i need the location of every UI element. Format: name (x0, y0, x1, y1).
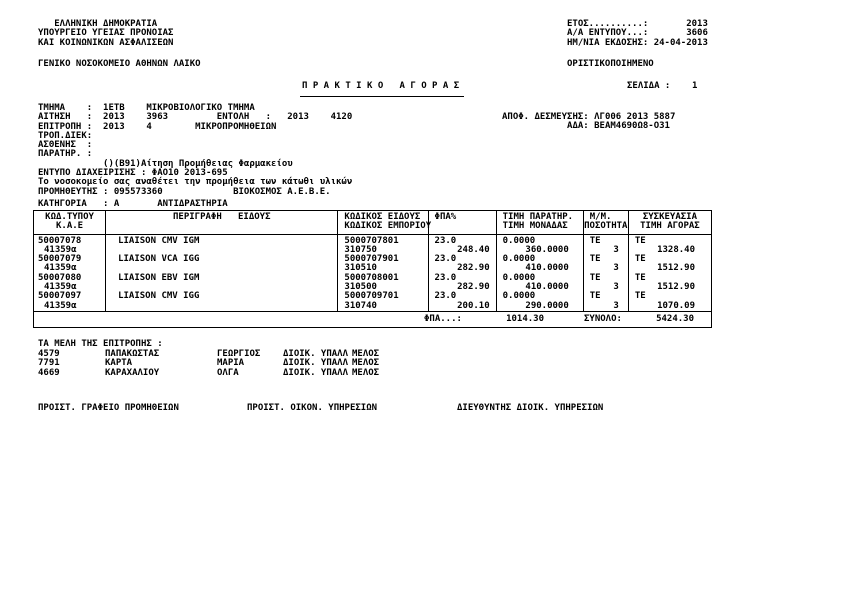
cell-prices: 0.0000 410.0000 (496, 255, 583, 274)
signature-procurement-office: ΠΡΟΙΣΤ. ΓΡΑΦΕΙΟ ΠΡΟΜΗΘΕΙΩΝ (38, 403, 179, 413)
page-title: Π Ρ Α Κ Τ Ι Κ Ο Α Γ Ο Ρ Α Σ (302, 81, 460, 91)
cell-code-kae: 50007078 41359α (34, 234, 106, 255)
detail-assignment-note: Το νοσοκομείο σας αναθέτει την προμήθεια των κάτωθι υλικών (38, 177, 353, 188)
member-code: 4579 (38, 349, 60, 359)
committee-members (38, 350, 379, 378)
title-underline (300, 96, 464, 97)
cell-item-codes: 5000709701 310740 (338, 292, 428, 311)
meta-form-number: Α/Α ΕΝΤΥΠΟΥ...: 3606 (567, 28, 708, 39)
items-table (33, 210, 712, 328)
cell-code-kae: 50007079 41359α (34, 255, 106, 274)
cell-unit-qty: ΤΕ 3 (583, 234, 628, 255)
detail-patient: ΑΣΘΕΝΗΣ : (38, 140, 93, 151)
vat-total-value: 1014.30 (506, 313, 544, 324)
table-row (34, 255, 712, 274)
cell-vat: 23.0 200.10 (428, 292, 496, 311)
member-surname: ΠΑΠΑΚΩΣΤΑΣ (105, 349, 160, 359)
cell-unit-qty: ΤΕ 3 (583, 292, 628, 311)
header-vat: ΦΠΑ% (428, 211, 496, 235)
cell-vat: 23.0 282.90 (428, 255, 496, 274)
member-code: 7791 (38, 358, 60, 369)
cell-pack-total: ΤΕ 1328.40 (628, 234, 711, 255)
commitment-block (502, 113, 675, 132)
grand-total-label: ΣΥΝΟΛΟ: (584, 313, 622, 324)
totals-cell (34, 311, 712, 327)
detail-remarks: ΠΑΡΑΤΗΡ. : (38, 149, 93, 160)
cell-vat: 23.0 282.90 (428, 274, 496, 293)
agency-line-1: ΕΛΛΗΝΙΚΗ ΔΗΜΟΚΡΑΤΙΑ (38, 19, 158, 29)
detail-remark-note: ()(Β91)Αίτηση Προμήθειας Φαρμακείου (38, 158, 293, 169)
detail-trop-diek: ΤΡΟΠ.ΔΙΕΚ: (38, 130, 93, 141)
committee-member-row (38, 369, 379, 378)
grand-total-value: 5424.30 (656, 313, 694, 324)
agency-line-3: ΚΑΙ ΚΟΙΝΩΝΙΚΩΝ ΑΣΦΑΛΙΣΕΩΝ (38, 37, 174, 48)
table-row (34, 292, 712, 311)
cell-item-codes: 5000708001 310500 (338, 274, 428, 293)
agency-block (38, 20, 173, 48)
member-role: ΔΙΟΙΚ. ΥΠΑΛΛ (283, 358, 349, 369)
table-totals-row (34, 311, 712, 327)
vat-total-label: ΦΠΑ...: (424, 313, 462, 324)
detail-supplier: ΠΡΟΜΗΘΕΥΤΗΣ : 095573360 ΒΙΟΚΟΣΜΟΣ Α.Ε.Β.Ε. (38, 186, 331, 197)
committee-heading: ΤΑ ΜΕΛΗ ΤΗΣ ΕΠΙΤΡΟΠΗΣ : (38, 339, 163, 349)
cell-vat: 23.0 248.40 (428, 234, 496, 255)
cell-description: LIAISON EBV IGM (106, 274, 338, 293)
meta-year: ΕΤΟΣ..........: 2013 (567, 19, 708, 29)
meta-issue-date: ΗΜ/ΝΙΑ ΕΚΔΟΣΗΣ: 24-04-2013 (567, 37, 708, 48)
cell-pack-total: ΤΕ 1070.09 (628, 292, 711, 311)
cell-pack-total: ΤΕ 1512.90 (628, 274, 711, 293)
header-prices: ΤΙΜΗ ΠΑΡΑΤΗΡ. ΤΙΜΗ ΜΟΝΑΔΑΣ (496, 211, 583, 235)
table-header-row (34, 211, 712, 235)
member-surname: ΚΑΡΑΧΑΛΙΟΥ (105, 367, 160, 378)
member-code: 4669 (38, 367, 60, 378)
agency-line-2: ΥΠΟΥΡΓΕΙΟ ΥΓΕΙΑΣ ΠΡΟΝΟΙΑΣ (38, 28, 174, 39)
detail-request-order: ΑΙΤΗΣΗ : 2013 3963 ΕΝΤΟΛΗ : 2013 4120 (38, 112, 353, 123)
hospital-name: ΓΕΝΙΚΟ ΝΟΣΟΚΟΜΕΙΟ ΑΘΗΝΩΝ ΛΑΙΚΟ (38, 59, 201, 69)
details-block (38, 104, 352, 197)
header-description: ΠΕΡΙΓΡΑΦΗ ΕΙΔΟΥΣ (106, 211, 338, 235)
member-firstname: ΜΑΡΙΑ (217, 358, 245, 369)
member-capacity: ΜΕΛΟΣ (352, 367, 380, 378)
member-surname: ΚΑΡΤΑ (105, 358, 133, 369)
cell-item-codes: 5000707801 310750 (338, 234, 428, 255)
header-pack-total: ΣΥΣΚΕΥΑΣΙΑ ΤΙΜΗ ΑΓΟΡΑΣ (628, 211, 711, 235)
signature-admin-director: ΔΙΕΥΘΥΝΤΗΣ ΔΙΟΙΚ. ΥΠΗΡΕΣΙΩΝ (457, 403, 604, 413)
cell-description: LIAISON CMV IGM (106, 234, 338, 255)
signature-financial-services: ΠΡΟΙΣΤ. ΟΙΚΟΝ. ΥΠΗΡΕΣΙΩΝ (247, 403, 378, 413)
table-row (34, 274, 712, 293)
cell-prices: 0.0000 410.0000 (496, 274, 583, 293)
detail-committee: ΕΠΙΤΡΟΠΗ : 2013 4 ΜΙΚΡΟΠΡΟΜΗΘΕΙΩΝ (38, 121, 277, 132)
member-role: ΔΙΟΙΚ. ΥΠΑΛΛ (283, 367, 349, 378)
cell-prices: 0.0000 290.0000 (496, 292, 583, 311)
cell-unit-qty: ΤΕ 3 (583, 255, 628, 274)
member-role: ΔΙΟΙΚ. ΥΠΑΛΛ (283, 349, 349, 359)
member-firstname: ΟΛΓΑ (217, 367, 239, 378)
category-line: ΚΑΤΗΓΟΡΙΑ : Α ΑΝΤΙΔΡΑΣΤΗΡΙΑ (38, 199, 228, 209)
detail-management-form: ΕΝΤΥΠΟ ΔΙΑΧΕΙΡΙΣΗΣ : ΦΑΟ10 2013-695 (38, 168, 228, 179)
cell-code-kae: 50007080 41359α (34, 274, 106, 293)
table-row (34, 234, 712, 255)
status-finalized: ΟΡΙΣΤΙΚΟΠΟΙΗΜΕΝΟ (567, 59, 654, 69)
member-capacity: ΜΕΛΟΣ (352, 358, 380, 369)
cell-description: LIAISON VCA IGG (106, 255, 338, 274)
page-number-label: ΣΕΛΙΔΑ : 1 (627, 81, 698, 91)
member-capacity: ΜΕΛΟΣ (352, 349, 380, 359)
header-unit-qty: Μ/Μ. ΠΟΣΟΤΗΤΑ (583, 211, 628, 235)
commitment-decision: ΑΠΟΦ. ΔΕΣΜΕΥΣΗΣ: ΛΓ006 2013 5887 (502, 112, 676, 122)
member-firstname: ΓΕΩΡΓΙΟΣ (217, 349, 261, 359)
header-code-kae: ΚΩΔ.ΤΥΠΟΥ Κ.Α.Ε (34, 211, 106, 235)
cell-code-kae: 50007097 41359α (34, 292, 106, 311)
cell-unit-qty: ΤΕ 3 (583, 274, 628, 293)
cell-pack-total: ΤΕ 1512.90 (628, 255, 711, 274)
document-meta-block (567, 20, 708, 48)
cell-description: LIAISON CMV IGG (106, 292, 338, 311)
cell-prices: 0.0000 360.0000 (496, 234, 583, 255)
cell-item-codes: 5000707901 310510 (338, 255, 428, 274)
ada-code: ΑΔΑ: ΒΕΑΜ4690Ω8-Ο31 (502, 121, 670, 132)
header-item-codes: ΚΩΔΙΚΟΣ ΕΙΔΟΥΣ ΚΩΔΙΚΟΣ ΕΜΠΟΡΙΟΥ (338, 211, 428, 235)
detail-department: ΤΜΗΜΑ : 1ΕΤΒ ΜΙΚΡΟΒΙΟΛΟΓΙΚΟ ΤΜΗΜΑ (38, 103, 255, 113)
